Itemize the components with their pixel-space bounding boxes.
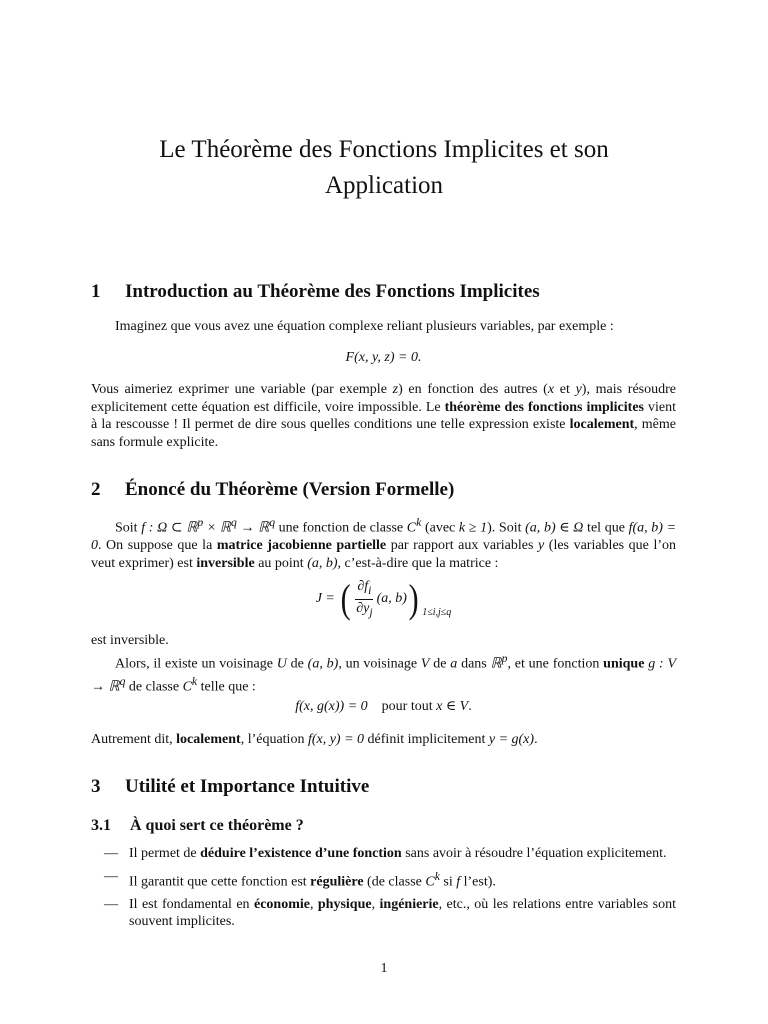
text-run: , et une fonction	[507, 656, 604, 672]
math: ∂y	[356, 600, 370, 616]
math: C	[406, 520, 417, 536]
bold-term: physique	[317, 896, 372, 912]
math: f(a, b) = 0	[91, 520, 677, 554]
math: k ≥ 1	[458, 520, 488, 536]
list-item	[104, 845, 676, 863]
text-run: , même sans formule explicite.	[91, 417, 676, 450]
math-sup: p	[501, 652, 508, 665]
text-run: .	[534, 732, 538, 747]
math: ℝ	[490, 656, 502, 672]
bold-term: ingénierie	[379, 896, 439, 912]
text-run: si	[439, 874, 457, 890]
math: x ∈ V	[436, 699, 469, 714]
text-run: définit implicitement	[364, 732, 489, 747]
s2-paragraph-2: est inversible.	[91, 633, 169, 648]
subsection-title: À quoi sert ce théorème ?	[130, 817, 304, 834]
bold-term: unique	[603, 656, 645, 672]
bold-term: théorème des fonctions implicites	[444, 399, 644, 415]
text-run: au point	[254, 555, 308, 571]
list-item	[104, 868, 676, 891]
math: (a, b)	[307, 555, 338, 571]
section-3-heading	[91, 775, 369, 799]
text-run: Alors, il existe un voisinage	[115, 656, 277, 672]
bold-term: régulière	[310, 874, 364, 890]
text-run: Autrement dit,	[91, 732, 177, 747]
section-title: Utilité et Importance Intuitive	[125, 776, 370, 797]
text-run: , etc., où les relations entre variables sont souvent implicites.	[129, 896, 676, 930]
section-number: 3	[91, 776, 101, 797]
math-var: U	[276, 656, 287, 672]
math: (a, b) ∈ Ω	[525, 520, 584, 536]
jacobian-matrix	[339, 578, 451, 621]
math-sup: k	[416, 516, 422, 529]
text-run: (les variables que l’on veut exprimer) est	[91, 538, 676, 571]
section-number: 2	[91, 479, 101, 500]
text-run: sans avoir à résoudre l’équation explicitement.	[401, 846, 667, 861]
math: ∂f	[357, 579, 369, 594]
text-run: Soit	[115, 520, 142, 536]
bold-term: économie	[253, 896, 310, 912]
dash-bullet: —	[104, 846, 118, 861]
text-run: Il permet de	[129, 846, 201, 861]
text-run: pour tout	[381, 699, 437, 714]
math-var: z	[392, 382, 399, 397]
index-range: 1≤i,j≤q	[422, 607, 452, 619]
list-item	[104, 896, 676, 931]
text-run: vient à la rescousse ! Il permet de dire sous quelles conditions une telle expression existe	[91, 399, 676, 432]
text-run: ,	[309, 896, 318, 912]
section-title: Énoncé du Théorème (Version Formelle)	[125, 479, 455, 500]
jacobian-equation	[91, 578, 676, 621]
math: f : Ω ⊂ ℝ	[141, 520, 198, 536]
text-run: de	[429, 656, 451, 672]
math-var: y	[538, 538, 545, 554]
text-run: une fonction de classe	[275, 520, 407, 536]
text-run: ). Soit	[487, 520, 526, 536]
bold-term: matrice jacobienne partielle	[216, 538, 387, 554]
text-run: ), mais résoudre explicitement cette équation est difficile, voire impossible. Le	[91, 382, 676, 415]
text-run: ,	[371, 896, 380, 912]
utility-list	[104, 845, 676, 936]
math: y = g(x)	[488, 732, 535, 747]
text-run: tel que	[583, 520, 629, 536]
right-paren: )	[408, 576, 419, 622]
math-var: V	[420, 656, 430, 672]
math: f(x, y) = 0	[307, 732, 365, 747]
math-sup: q	[119, 675, 126, 689]
text-run: . On suppose que la	[98, 538, 217, 554]
text-run: et	[554, 382, 576, 397]
subsection-number: 3.1	[91, 817, 111, 834]
section-title: Introduction au Théorème des Fonctions Implicites	[125, 281, 540, 302]
text-run: dans	[457, 656, 491, 672]
math-var: x	[547, 382, 555, 397]
left-paren: (	[340, 576, 351, 622]
bold-term: inversible	[196, 555, 255, 571]
section-1-heading	[91, 280, 540, 304]
math-sup: q	[269, 516, 276, 529]
text-run: (avec	[421, 520, 459, 536]
bold-term: localement	[176, 732, 241, 747]
subsection-3-1-heading	[91, 816, 304, 836]
bold-term: déduire l’existence d’une fonction	[200, 846, 402, 861]
math: × ℝ	[203, 520, 231, 536]
math-var: f	[456, 874, 461, 890]
s2-paragraph-3	[91, 650, 676, 696]
section-2-heading	[91, 478, 454, 502]
dash-bullet: —	[104, 896, 118, 912]
math-sub: j	[369, 605, 373, 619]
text-run: telle que :	[197, 679, 256, 695]
text-run: par rapport aux variables	[386, 538, 539, 554]
bold-term: localement	[569, 417, 635, 432]
s1-equation	[91, 349, 676, 367]
page-number: 1	[380, 961, 388, 976]
math-sup: k	[191, 675, 198, 689]
s2-equation-2	[91, 698, 676, 716]
math: (a, b)	[376, 591, 407, 607]
math-var: a	[450, 656, 458, 672]
text-run: l’est).	[460, 874, 496, 890]
text-run: , l’équation	[240, 732, 308, 747]
text-run: Vous aimeriez exprimer une variable (par exemple	[91, 382, 393, 397]
equation-text: F(x, y, z) = 0.	[345, 350, 422, 365]
math-var: y	[575, 382, 582, 397]
math: f(x, g(x)) = 0	[295, 699, 368, 714]
section-number: 1	[91, 281, 101, 302]
text-run: .	[468, 699, 472, 714]
math: C	[425, 874, 435, 890]
math-sub: i	[368, 583, 372, 597]
fraction-numerator	[355, 578, 373, 600]
document-title: Le Théorème des Fonctions Implicites et son Application	[159, 136, 609, 199]
text-run: Il garantit que cette fonction est	[129, 874, 311, 890]
s1-paragraph-2	[91, 381, 676, 451]
text-run: de	[286, 656, 308, 672]
s2-paragraph-1	[91, 514, 676, 572]
math: J =	[315, 591, 335, 607]
math: → ℝ	[236, 520, 270, 536]
text-run: , c’est-à-dire que la matrice :	[337, 555, 499, 571]
math: g : V → ℝ	[91, 656, 677, 695]
text-run: , un voisinage	[338, 656, 421, 672]
math-sup: p	[197, 516, 204, 529]
text-run: de classe	[125, 679, 183, 695]
text-run: (de classe	[363, 874, 426, 890]
fraction-denominator	[354, 600, 374, 621]
partial-fraction	[354, 578, 374, 621]
dash-bullet: —	[104, 868, 118, 884]
math-sup: q	[230, 516, 237, 529]
text-run: Il est fondamental en	[129, 896, 254, 912]
text-run: ) en fonction des autres (	[398, 382, 548, 397]
math: C	[182, 679, 192, 695]
s2-paragraph-4	[91, 731, 676, 749]
math: (a, b)	[307, 656, 339, 672]
math-sup: k	[434, 869, 440, 883]
s1-paragraph-1: Imaginez que vous avez une équation complexe reliant plusieurs variables, par exemple :	[115, 319, 614, 334]
